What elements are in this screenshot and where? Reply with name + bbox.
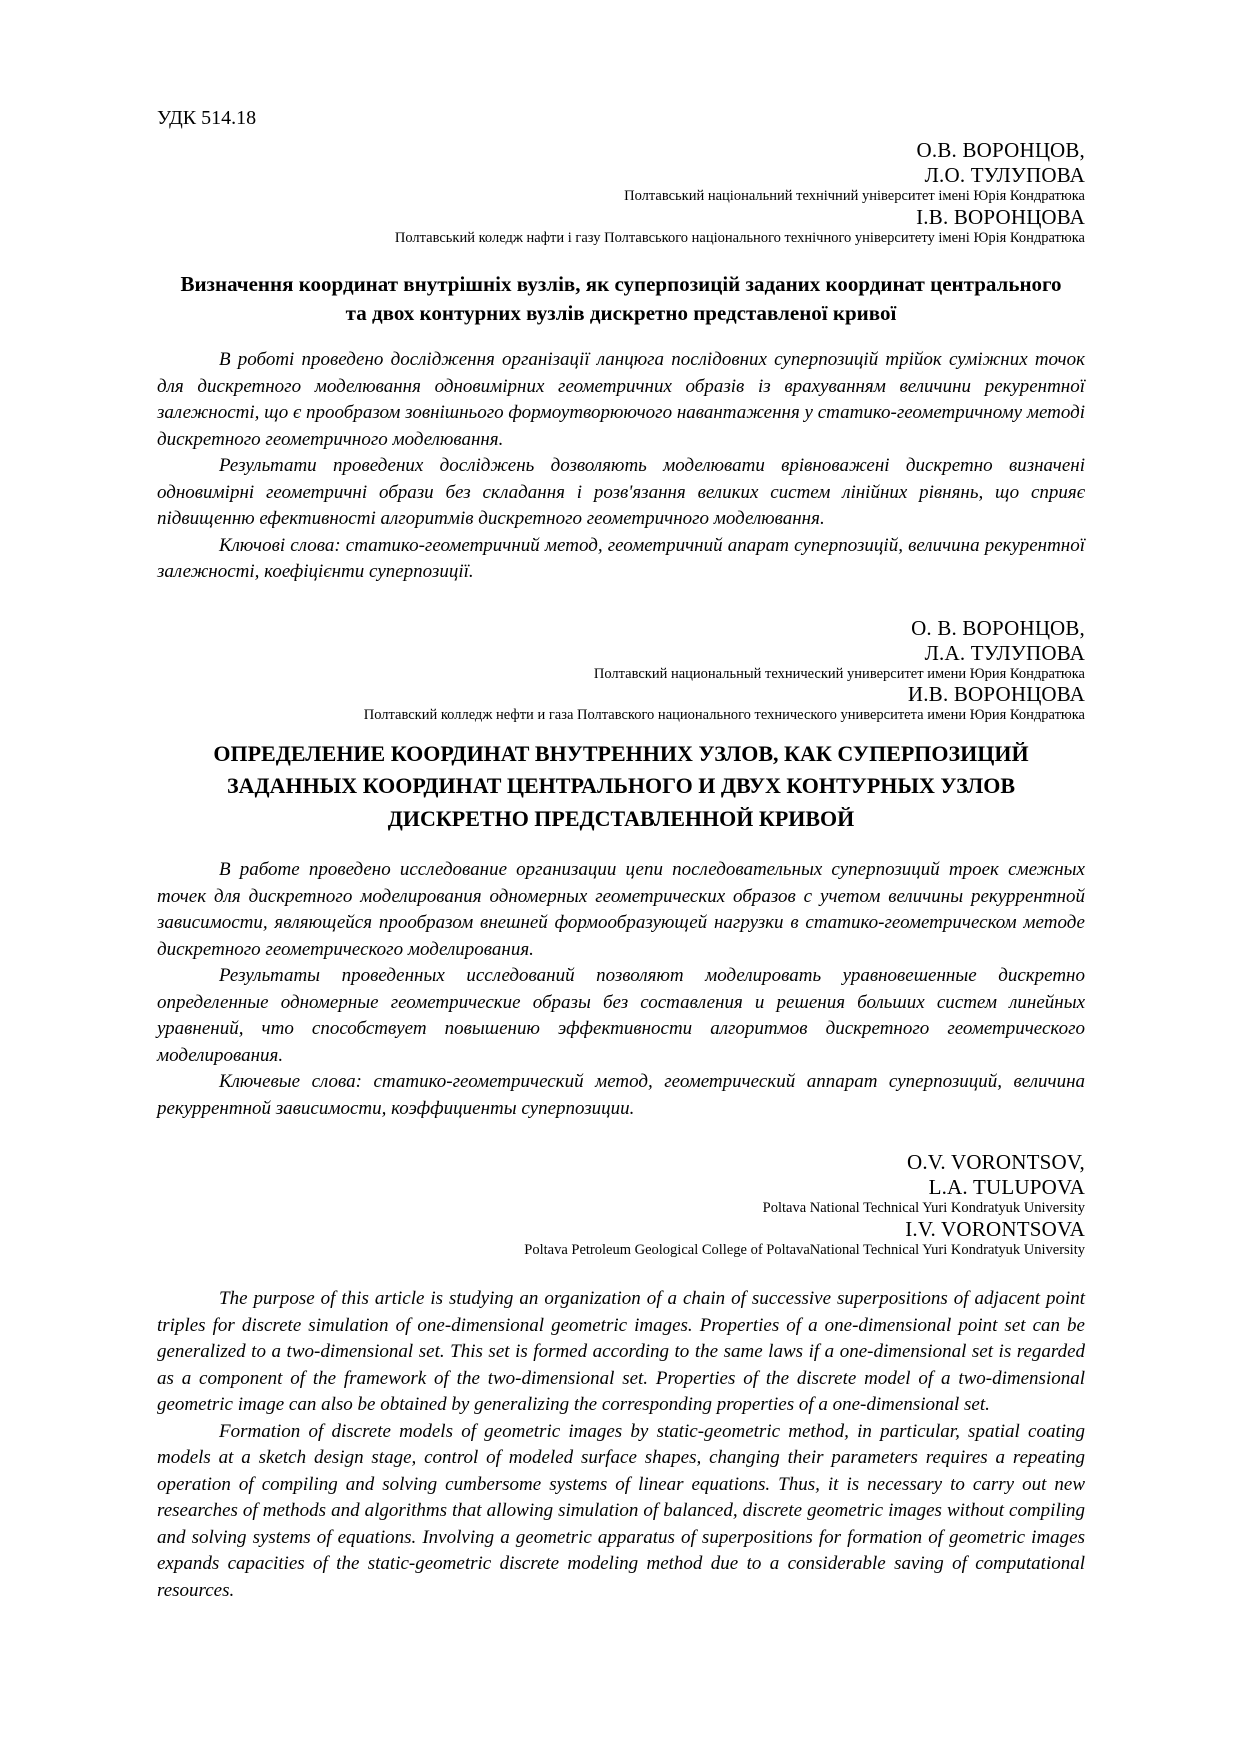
abstract-uk-paragraph-2: Результати проведених досліджень дозволяють моделювати врівноважені дискретно визначені одновимірні геометричні образи без складання і розв'язання великих систем лінійних рівнянь, що сприяє підвищенню ефективності алгоритмів дискретного геометричного моделювання. (157, 455, 1085, 529)
abstract-en-paragraph-2: Formation of discrete models of geometric images by static-geometric method, in particular, spatial coating models at a sketch design stage, control of modeled surface shapes, changing their parameters requires a repeating operation of compiling and solving cumbersome systems of linear equations. Thus, it is necessary to carry out new researches of methods and algorithms that allowing simulation of balanced, discrete geometric images without compiling and solving systems of equations. Involving a geometric apparatus of superpositions for formation of geometric images expands capacities of the static-geometric discrete modeling method due to a considerable saving of computational resources. (157, 1420, 1085, 1601)
author-name-uk-3: І.В. ВОРОНЦОВА (916, 204, 1085, 229)
affiliation-uk-2: Полтавський коледж нафти і газу Полтавського національного технічного університету імені Юрія Кондратюка (394, 229, 1085, 246)
affiliation-en-1: Poltava National Technical Yuri Kondratyuk University (762, 1200, 1085, 1216)
keywords-ru: Ключевые слова: статико-геометрический метод, геометрический аппарат суперпозиций, величина рекуррентной зависимости, коэффициенты суперпозиции. (157, 1071, 1085, 1119)
abstract-en (157, 1286, 1085, 1604)
author-name-en-3: I.V. VORONTSOVA (905, 1216, 1085, 1241)
article-title-ru: ОПРЕДЕЛЕНИЕ КООРДИНАТ ВНУТРЕННИХ УЗЛОВ, КАК СУПЕРПОЗИЦИЙ ЗАДАННЫХ КООРДИНАТ ЦЕНТРАЛЬНОГО И ДВУХ КОНТУРНЫХ УЗЛОВ ДИСКРЕТНО ПРЕДСТАВЛЕННОЙ КРИВОЙ (213, 740, 1029, 831)
author-name-en-2: L.A. TULUPOVA (928, 1175, 1085, 1199)
authors-block-uk (157, 138, 1085, 246)
abstract-uk (157, 347, 1085, 586)
abstract-uk-paragraph-1: В роботі проведено дослідження організації ланцюга послідовних суперпозицій трійок суміжних точок для дискретного моделювання одновимірних геометричних образів із врахуванням величини рекурентної залежності, що є прообразом зовнішнього формоутворюючого навантаження у статико-геометричному методі дискретного геометричного моделювання. (157, 349, 1085, 450)
keywords-uk: Ключові слова: статико-геометричний метод, геометричний апарат суперпозицій, величина рекурентної залежності, коефіцієнти суперпозиції. (157, 534, 1085, 582)
authors-block-ru (157, 616, 1085, 724)
affiliation-ru-1: Полтавский национальный технический университет имени Юрия Кондратюка (593, 665, 1085, 682)
abstract-ru-paragraph-2: Результаты проведенных исследований позволяют моделировать уравновешенные дискретно определенные одномерные геометрические образы без составления и решения больших систем линейных уравнений, что способствует повышению эффективности алгоритмов дискретного геометрического моделирования. (157, 965, 1085, 1066)
authors-block-en (157, 1150, 1085, 1258)
author-name-ru-1: О. В. ВОРОНЦОВ, (911, 615, 1085, 640)
affiliation-ru-2: Полтавский колледж нефти и газа Полтавского национального технического университета имени Юрия Кондратюка (363, 707, 1085, 723)
affiliation-en-2: Poltava Petroleum Geological College of PoltavaNational Technical Yuri Kondratyuk University (524, 1241, 1085, 1258)
author-name-ru-3: И.В. ВОРОНЦОВА (907, 682, 1085, 706)
abstract-en-paragraph-1: The purpose of this article is studying an organization of a chain of successive superpositions of adjacent point triples for discrete simulation of one-dimensional geometric images. Properties of a one-dimensional point set can be generalized to a two-dimensional set. This set is formed according to the same laws if a one-dimensional set is regarded as a component of the framework of the two-dimensional set. Properties of the discrete model of a two-dimensional geometric image can also be obtained by generalizing the corresponding properties of a one-dimensional set. (157, 1288, 1085, 1415)
author-name-en-1: O.V. VORONTSOV, (906, 1150, 1085, 1174)
affiliation-uk-1: Полтавський національний технічний університет імені Юрія Кондратюка (624, 188, 1085, 204)
author-name-uk-2: Л.О. ТУЛУПОВА (924, 163, 1085, 187)
article-title-uk: Визначення координат внутрішніх вузлів, як суперпозицій заданих координат центрального та двох контурних вузлів дискретно представленої кривої (180, 272, 1062, 325)
udc-code: УДК 514.18 (157, 107, 257, 129)
abstract-ru (157, 857, 1085, 1122)
author-name-ru-2: Л.А. ТУЛУПОВА (924, 640, 1085, 665)
author-name-uk-1: О.В. ВОРОНЦОВ, (916, 138, 1085, 162)
abstract-ru-paragraph-1: В работе проведено исследование организации цепи последовательных суперпозиций троек смежных точек для дискретного моделирования одномерных геометрических образов с учетом величины рекуррентной зависимости, являющейся прообразом внешней формообразующей нагрузки в статико-геометрическом методе дискретного геометрического моделирования. (157, 859, 1085, 960)
